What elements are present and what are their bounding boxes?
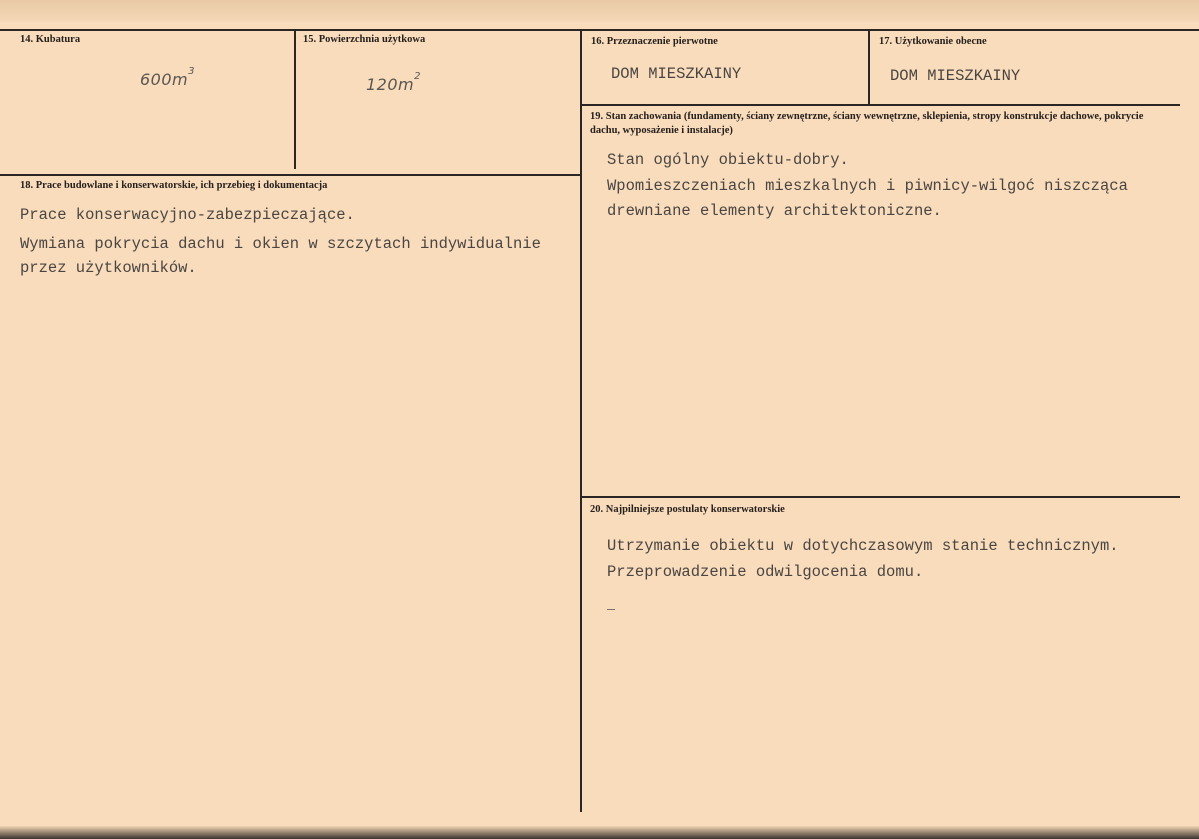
field-16-label: 16. Przeznaczenie pierwotne <box>591 36 718 47</box>
field-15-value-main: 120m <box>366 75 415 94</box>
field-20-line-1: Utrzymanie obiektu w dotychczasowym stanie technicznym. <box>607 537 1119 555</box>
card-bottom-edge <box>0 826 1199 839</box>
field-20-label: 20. Najpilniejsze postulaty konserwatorskie <box>590 504 785 515</box>
divider-16-17 <box>868 30 870 105</box>
line-under-14-15 <box>0 174 581 176</box>
field-19-label: 19. Stan zachowania (fundamenty, ściany zewnętrzne, ściany wewnętrzne, sklepienia, stropy konstrukcje dachowe, pokrycie dachu, wyposażenie i instalacje) <box>590 111 1144 136</box>
line-under-16-17 <box>581 104 1180 106</box>
field-15-label: 15. Powierzchnia użytkowa <box>303 34 426 45</box>
main-center-divider <box>580 30 582 812</box>
field-15-value-exponent: 2 <box>414 71 421 82</box>
field-19-line-1: Stan ogólny obiektu-dobry. <box>607 151 849 169</box>
field-18-label: 18. Prace budowlane i konserwatorskie, ich przebieg i dokumentacja <box>20 180 328 191</box>
field-14-value-exponent: 3 <box>188 66 195 77</box>
field-15-value <box>366 71 421 94</box>
field-17-value: DOM MIESZKAINY <box>890 67 1021 85</box>
field-17-label: 17. Użytkowanie obecne <box>879 36 987 47</box>
field-14-value <box>140 66 195 89</box>
field-18-line-3: przez użytkowników. <box>20 259 197 277</box>
card-top-edge <box>0 0 1199 22</box>
field-20-dash-mark <box>607 609 615 610</box>
line-above-20 <box>581 496 1180 498</box>
field-16-value: DOM MIESZKAINY <box>611 65 742 83</box>
divider-14-15 <box>294 30 296 169</box>
field-18-line-2: Wymiana pokrycia dachu i okien w szczytach indywidualnie <box>20 235 541 253</box>
field-18-line-1: Prace konserwacyjno-zabezpieczające. <box>20 206 355 224</box>
top-border-line <box>0 29 1199 31</box>
field-19-line-3: drewniane elementy architektoniczne. <box>607 202 942 220</box>
field-19-line-2: Wpomieszczeniach mieszkalnych i piwnicy-wilgoć niszcząca <box>607 177 1128 195</box>
field-20-line-2: Przeprowadzenie odwilgocenia domu. <box>607 563 924 581</box>
field-14-value-main: 600m <box>140 70 189 89</box>
field-14-label: 14. Kubatura <box>20 34 81 45</box>
